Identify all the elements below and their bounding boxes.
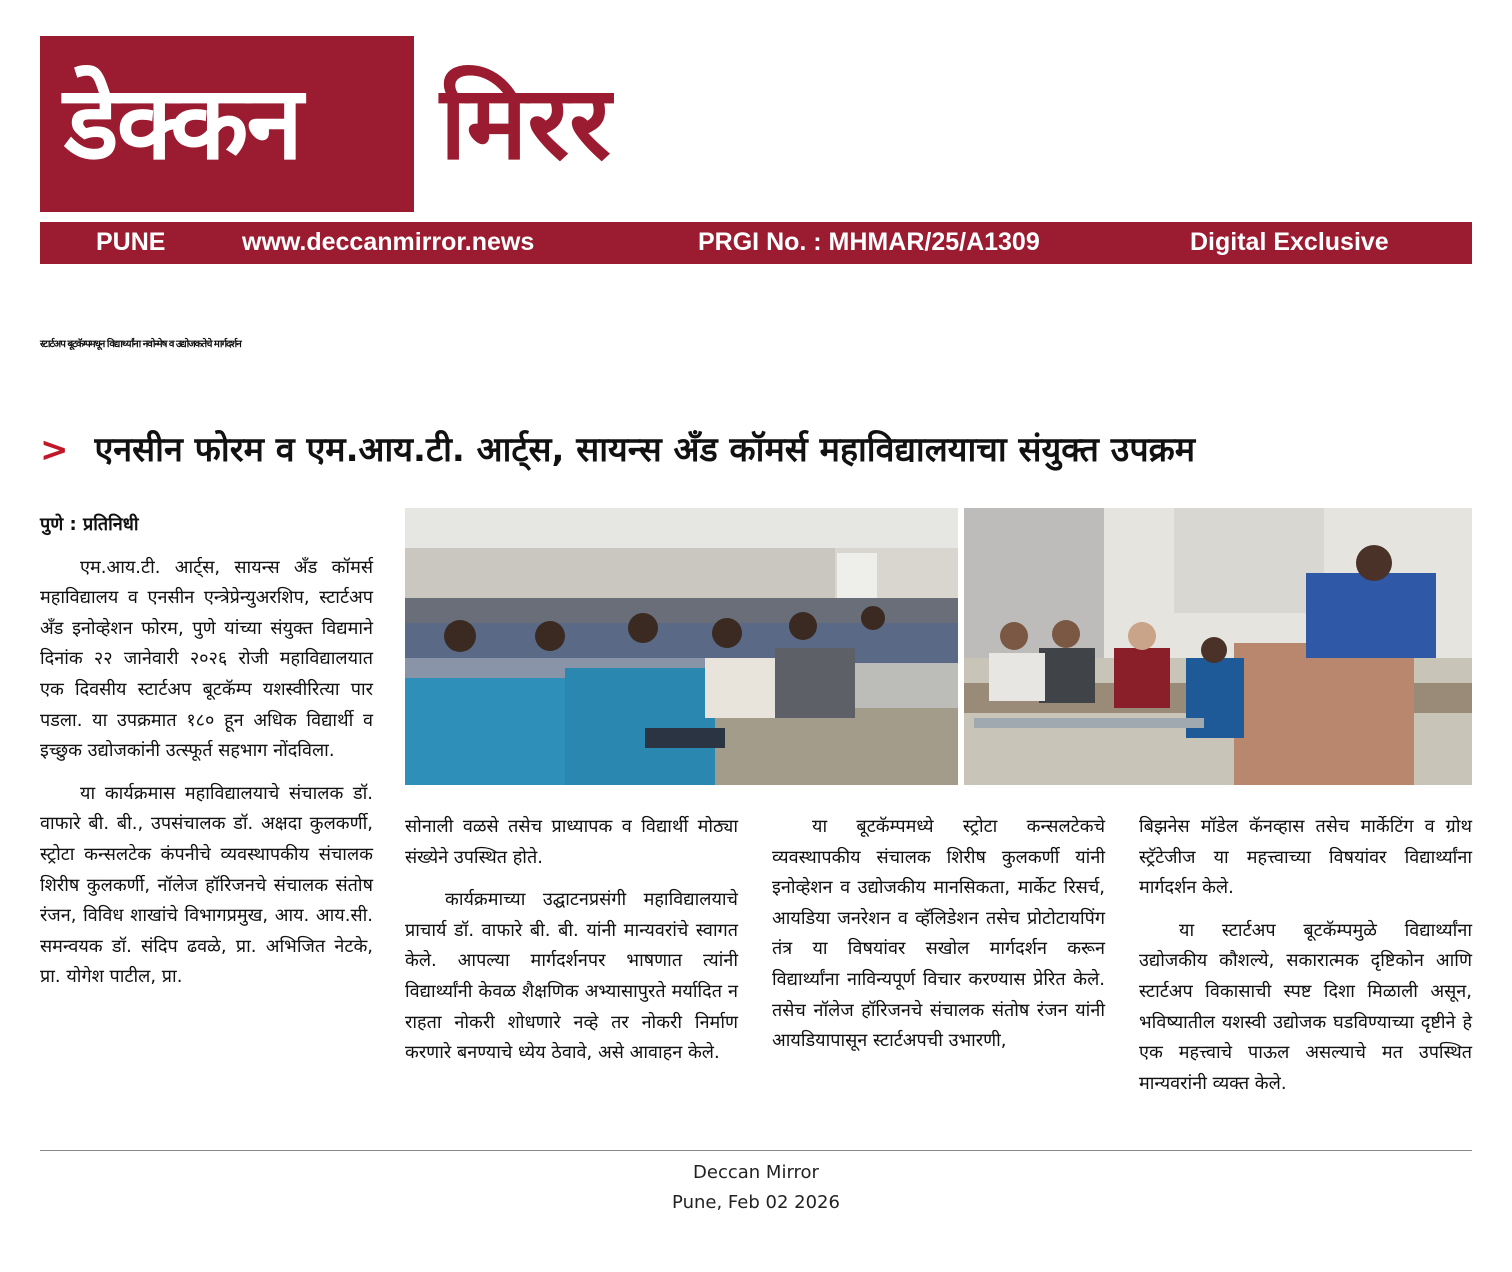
footer-publication: Deccan Mirror	[693, 1162, 819, 1183]
masthead-website[interactable]: www.deccanmirror.news	[242, 228, 535, 256]
masthead-title-left: डेक्कन	[64, 64, 302, 183]
masthead-block	[40, 36, 414, 212]
article-subheadline: एनसीन फोरम व एम.आय.टी. आर्ट्स, सायन्स अँड कॉमर्स महाविद्यालयाचा संयुक्त उपक्रम	[94, 430, 1196, 470]
col1-paragraph-1: एम.आय.टी. आर्ट्स, सायन्स अँड कॉमर्स महाविद्यालय व एनसीन एन्त्रेप्रेन्युअरशिप, स्टार्टअप अँड इनोव्हेशन फोरम, पुणे यांच्या संयुक्त विद्यमाने दिनांक २२ जानेवारी २०२६ रोजी महाविद्यालयात एक दिवसीय स्टार्टअप बूटकॅम्प यशस्वीरित्या पार पडला. या उपक्रमात १८० हून अधिक विद्यार्थी व इच्छुक उद्योजकांनी उत्स्फूर्त सहभाग नोंदविला.	[40, 556, 373, 762]
col1-paragraph-2: या कार्यक्रमास महाविद्यालयाचे संचालक डॉ. वाफारे बी. बी., उपसंचालक डॉ. अक्षदा कुलकर्णी, स्ट्रोटा कन्सलटेक कंपनीचे व्यवस्थापकीय संचालक शिरीष कुलकर्णी, नॉलेज हॉरिजनचे संचालक संतोष रंजन, विविध शाखांचे विभागप्रमुख, आय. आय.सी. समन्वयक डॉ. संदिप ढवळे, प्रा. अभिजित नेटके, प्रा. योगेश पाटील, प्रा.	[40, 782, 373, 988]
col2-paragraph-2: कार्यक्रमाच्या उद्घाटनप्रसंगी महाविद्यालयाचे प्राचार्य डॉ. वाफारे बी. बी. यांनी मान्यवरांचे स्वागत केले. आपल्या मार्गदर्शनपर भाषणात त्यांनी विद्यार्थ्यांनी केवळ शैक्षणिक अभ्यासापुरते मर्यादित न राहता नोकरी शोधणारे नव्हे तर नोकरी निर्माण करणारे बनण्याचे ध्येय ठेवावे, असे आवाहन केले.	[405, 889, 738, 1064]
dais-photo	[964, 508, 1472, 785]
masthead-edition: Digital Exclusive	[1190, 228, 1389, 256]
masthead-title-right: मिरर	[440, 64, 611, 183]
audience-photo	[405, 508, 958, 785]
col4-paragraph-2: या स्टार्टअप बूटकॅम्पमुळे विद्यार्थ्यांना उद्योजकीय कौशल्ये, सकारात्मक दृष्टिकोन आणि स्टार्टअप विकासाची स्पष्ट दिशा मिळाली असून, भविष्यातील यशस्वी उद्योजक घडविण्याच्या दृष्टीने हे एक महत्त्वाचे पाऊल असल्याचे मत उपस्थित मान्यवरांनी व्यक्त केले.	[1139, 919, 1472, 1094]
article-headline: स्टार्टअप बूटकॅम्पमधून विद्यार्थ्यांना नवोन्मेष व उद्योजकतेचे मार्गदर्शन	[40, 339, 241, 350]
footer-divider	[40, 1150, 1472, 1151]
col2-paragraph-1: सोनाली वळसे तसेच प्राध्यापक व विद्यार्थी मोठ्या संख्येने उपस्थित होते.	[405, 816, 738, 868]
article-column-2	[405, 812, 738, 1069]
masthead-info-strip	[40, 222, 1472, 264]
article-column-3	[772, 812, 1105, 1057]
article-column-4	[1139, 812, 1472, 1099]
col3-paragraph-1: या बूटकॅम्पमध्ये स्ट्रोटा कन्सलटेकचे व्यवस्थापकीय संचालक शिरीष कुलकर्णी यांनी इनोव्हेशन व उद्योजकीय मानसिकता, मार्केट रिसर्च, आयडिया जनरेशन व व्हॅलिडेशन तसेच प्रोटोटायपिंग तंत्र या विषयांवर सखोल मार्गदर्शन करून विद्यार्थ्यांना नाविन्यपूर्ण विचार करण्यास प्रेरित केले. तसेच नॉलेज हॉरिजनचे संचालक संतोष रंजन यांनी आयडियापासून स्टार्टअपची उभारणी,	[772, 816, 1105, 1052]
col4-paragraph-1: बिझनेस मॉडेल कॅनव्हास तसेच मार्केटिंग व ग्रोथ स्ट्रॅटेजीज या महत्त्वाच्या विषयांवर विद्यार्थ्यांना मार्गदर्शन केले.	[1139, 816, 1472, 899]
article-column-1	[40, 510, 373, 993]
subheadline-arrow-icon: >	[40, 430, 69, 470]
masthead-prgi: PRGI No. : MHMAR/25/A1309	[698, 228, 1040, 256]
masthead-city: PUNE	[96, 228, 166, 256]
article-dateline: पुणे : प्रतिनिधी	[40, 514, 139, 535]
article-subheadline-row	[40, 420, 1195, 480]
footer-date: Pune, Feb 02 2026	[672, 1192, 840, 1213]
